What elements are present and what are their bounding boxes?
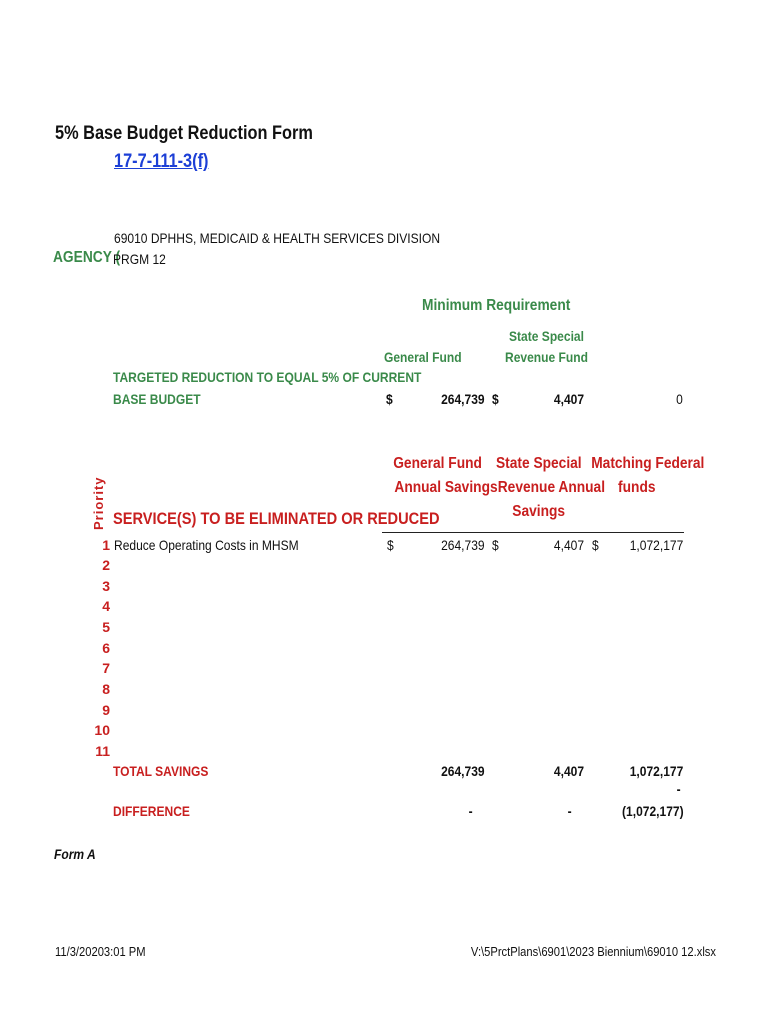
priority-number: 3: [102, 578, 110, 594]
total-savings-label: TOTAL SAVINGS: [113, 763, 209, 779]
page-title: 5% Base Budget Reduction Form: [55, 123, 313, 144]
statute-link[interactable]: 17-7-111-3(f): [114, 151, 209, 172]
priority-number: 6: [102, 640, 110, 656]
priority-number: 4: [102, 598, 110, 614]
total-matching-federal: 1,072,177: [629, 763, 683, 779]
section-title: SERVICE(S) TO BE ELIMINATED OR REDUCED: [113, 509, 440, 528]
footer-timestamp: 11/3/20203:01 PM: [55, 944, 146, 959]
row-dollar-sign: $: [492, 537, 499, 553]
priority-number: 5: [102, 619, 110, 635]
col-ss-savings-line1: State Special: [496, 455, 582, 472]
priority-number: 9: [102, 702, 110, 718]
priority-number: 1: [102, 537, 110, 553]
col-state-special-line2: Revenue Fund: [505, 349, 588, 365]
total-state-special: 4,407: [553, 763, 584, 779]
matching-federal-dash: -: [676, 781, 681, 797]
col-matching-federal-line1: Matching Federal: [591, 455, 705, 472]
priority-label: Priority: [91, 476, 106, 530]
col-ss-savings-line3: Savings: [512, 503, 566, 520]
col-state-special-line1: State Special: [509, 328, 584, 344]
row-state-special-savings: 4,407: [553, 537, 584, 553]
priority-number: 11: [95, 743, 110, 759]
service-description: Reduce Operating Costs in MHSM: [114, 537, 299, 553]
col-matching-federal-line2: funds: [618, 479, 656, 496]
priority-number: 10: [94, 722, 110, 738]
difference-label: DIFFERENCE: [113, 803, 190, 819]
target-label-line1: TARGETED REDUCTION TO EQUAL 5% OF CURRENT: [113, 369, 422, 385]
total-general-fund: 264,739: [441, 763, 485, 779]
col-general-fund: General Fund: [384, 349, 462, 365]
agency-program: PRGM 12: [113, 251, 166, 267]
target-general-fund-value: 264,739: [441, 391, 485, 407]
col-gf-savings-line2: Annual Savings: [394, 479, 498, 496]
priority-number: 8: [102, 681, 110, 697]
minimum-requirement-heading: Minimum Requirement: [422, 297, 571, 314]
difference-general-fund: -: [468, 803, 473, 819]
row-matching-federal: 1,072,177: [629, 537, 683, 553]
difference-state-special: -: [567, 803, 572, 819]
agency-label: AGENCY (: [53, 249, 121, 266]
form-label: Form A: [54, 846, 96, 862]
row-dollar-sign: $: [592, 537, 599, 553]
target-dollar-sign: $: [492, 391, 499, 407]
header-divider: [382, 532, 684, 533]
row-dollar-sign: $: [387, 537, 394, 553]
target-other-value: 0: [676, 391, 683, 407]
priority-number: 2: [102, 557, 110, 573]
priority-number: 7: [102, 660, 110, 676]
footer-file-path: V:\5PrctPlans\6901\2023 Biennium\69010 12.xlsx: [470, 944, 716, 959]
difference-matching-federal: (1,072,177): [622, 803, 684, 819]
col-ss-savings-line2: Revenue Annual: [497, 479, 606, 496]
target-state-special-value: 4,407: [553, 391, 584, 407]
col-gf-savings-line1: General Fund: [393, 455, 482, 472]
target-dollar-sign: $: [386, 391, 393, 407]
row-general-fund-savings: 264,739: [441, 537, 485, 553]
agency-division: 69010 DPHHS, MEDICAID & HEALTH SERVICES DIVISION: [114, 230, 441, 246]
target-label-line2: BASE BUDGET: [113, 391, 201, 407]
